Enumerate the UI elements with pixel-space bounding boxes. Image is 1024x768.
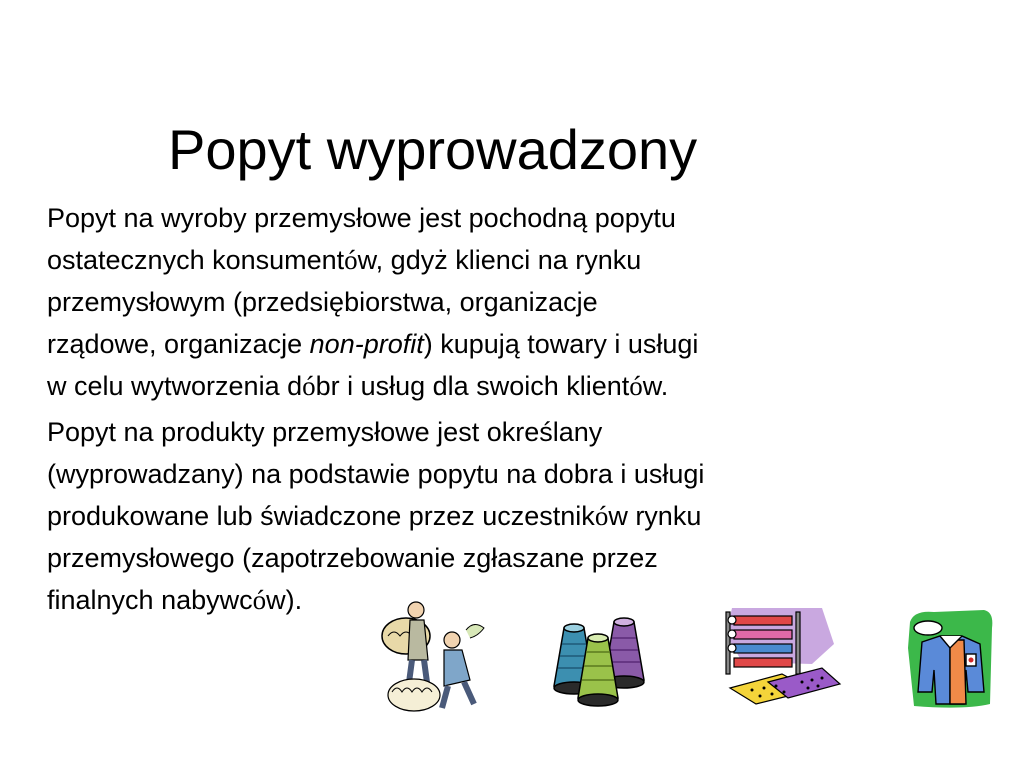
text-line: Popyt na produkty przemysłowe jest określany [47,417,603,447]
text-line: Popyt na wyroby przemysłowe jest pochodną popytu [47,203,676,233]
sheep-shearing-workers-icon [374,600,494,718]
text-line: produkowane lub świadczone przez uczestników rynku [47,501,702,531]
fabric-rolls-rack-icon [712,604,844,708]
paragraph-derived-demand [47,197,947,407]
paragraph-demand-definition [47,411,947,621]
yarn-spools-icon [544,608,656,708]
slide-title: Popyt wyprowadzony [168,118,698,181]
text-line: przemysłowym (przedsiębiorstwa, organizacje [47,287,598,317]
text-line: przemysłowego (zapotrzebowanie zgłaszane przez [47,543,658,573]
text-line: ostatecznych konsumentów, gdyż klienci na rynku [47,245,642,275]
text-line: w celu wytworzenia dóbr i usług dla swoich klientów. [47,371,669,401]
jacket-clothing-icon [904,608,996,710]
text-line: finalnych nabywców). [47,585,303,615]
slide-body [47,197,947,625]
text-line: (wyprowadzany) na podstawie popytu na dobra i usługi [47,459,705,489]
non-profit-italic: non-profit [309,329,424,359]
text-line: rządowe, organizacje non-profit) kupują towary i usługi [47,329,699,359]
